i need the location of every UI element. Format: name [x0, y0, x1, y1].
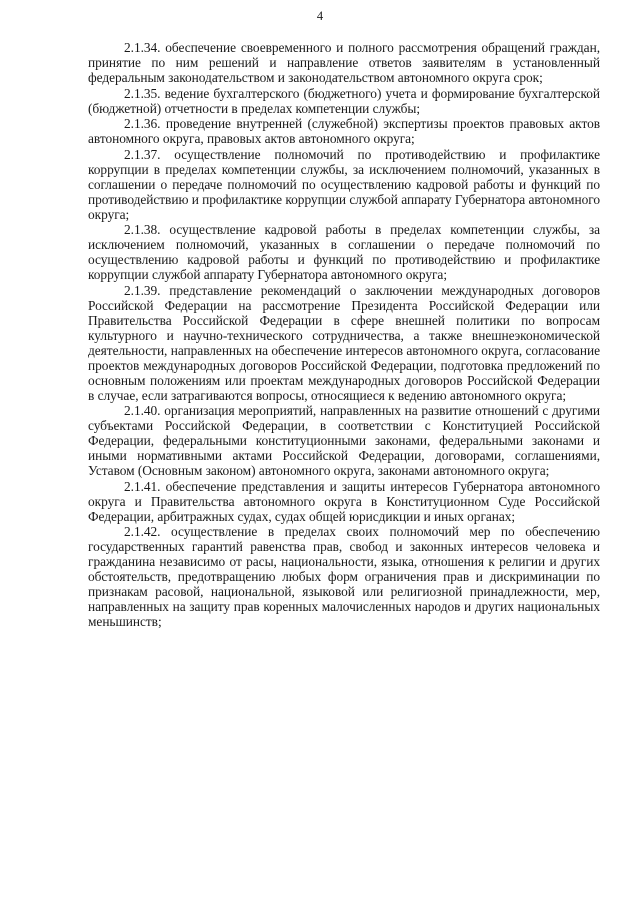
- paragraph-2-1-42: 2.1.42. осуществление в пределах своих полномочий мер по обеспечению государственных гарантий равенства прав, свобод и законных интересов человека и гражданина независимо от расы, национальности, языка, отношения к религии и других обстоятельств, предотвращению любых форм ограничения прав и дискриминации по признакам расовой, национальной, языковой или религиозной принадлежности, мер, направленных на защиту прав коренных малочисленных народов и других национальных меньшинств;: [88, 524, 600, 629]
- paragraph-2-1-40: 2.1.40. организация мероприятий, направленных на развитие отношений с другими субъектами Российской Федерации, в соответствии с Конституцией Российской Федерации, федеральными конституционными законами, федеральными законами и иными нормативными актами Российской Федерации, договорами, соглашениями, Уставом (Основным законом) автономного округа, законами автономного округа;: [88, 403, 600, 478]
- document-body: [88, 40, 600, 630]
- paragraph-2-1-36: 2.1.36. проведение внутренней (служебной) экспертизы проектов правовых актов автономного округа, правовых актов автономного округа;: [88, 116, 600, 146]
- paragraph-2-1-35: 2.1.35. ведение бухгалтерского (бюджетного) учета и формирование бухгалтерской (бюджетной) отчетности в пределах компетенции службы;: [88, 85, 600, 116]
- paragraph-2-1-38: 2.1.38. осуществление кадровой работы в пределах компетенции службы, за исключением полномочий, указанных в соглашении о передаче полномочий по осуществлению кадровой работы и функций по противодействию и профилактике коррупции службой аппарату Губернатора автономного округа;: [88, 222, 600, 282]
- paragraph-2-1-39: 2.1.39. представление рекомендаций о заключении международных договоров Российской Федерации на рассмотрение Президента Российской Федерации или Правительства Российской Федерации в сфере внешней политики по вопросам культурного и научно-технического сотрудничества, а также внешнеэкономической деятельности, направленных на обеспечение интересов автономного округа, согласование проектов международных договоров Российской Федерации, подготовка предложений по основным положениям или проектам международных договоров Российской Федерации в случае, если затрагиваются вопросы, относящиеся к ведению автономного округа;: [88, 282, 600, 403]
- paragraph-2-1-37: 2.1.37. осуществление полномочий по противодействию и профилактике коррупции в пределах компетенции службы, за исключением полномочий, указанных в соглашении о передаче полномочий по осуществлению кадровой работы и функций по противодействию и профилактике коррупции службой аппарату Губернатора автономного округа;: [88, 146, 600, 222]
- page-number: 4: [316, 9, 324, 23]
- paragraph-2-1-41: 2.1.41. обеспечение представления и защиты интересов Губернатора автономного округа и Правительства автономного округа в Конституционном Суде Российской Федерации, арбитражных судах, судах общей юрисдикции и иных органах;: [88, 478, 600, 524]
- paragraph-2-1-34: 2.1.34. обеспечение своевременного и полного рассмотрения обращений граждан, принятие по ним решений и направление ответов заявителям в установленный федеральным законодательством и законодательством автономного округа срок;: [88, 40, 600, 85]
